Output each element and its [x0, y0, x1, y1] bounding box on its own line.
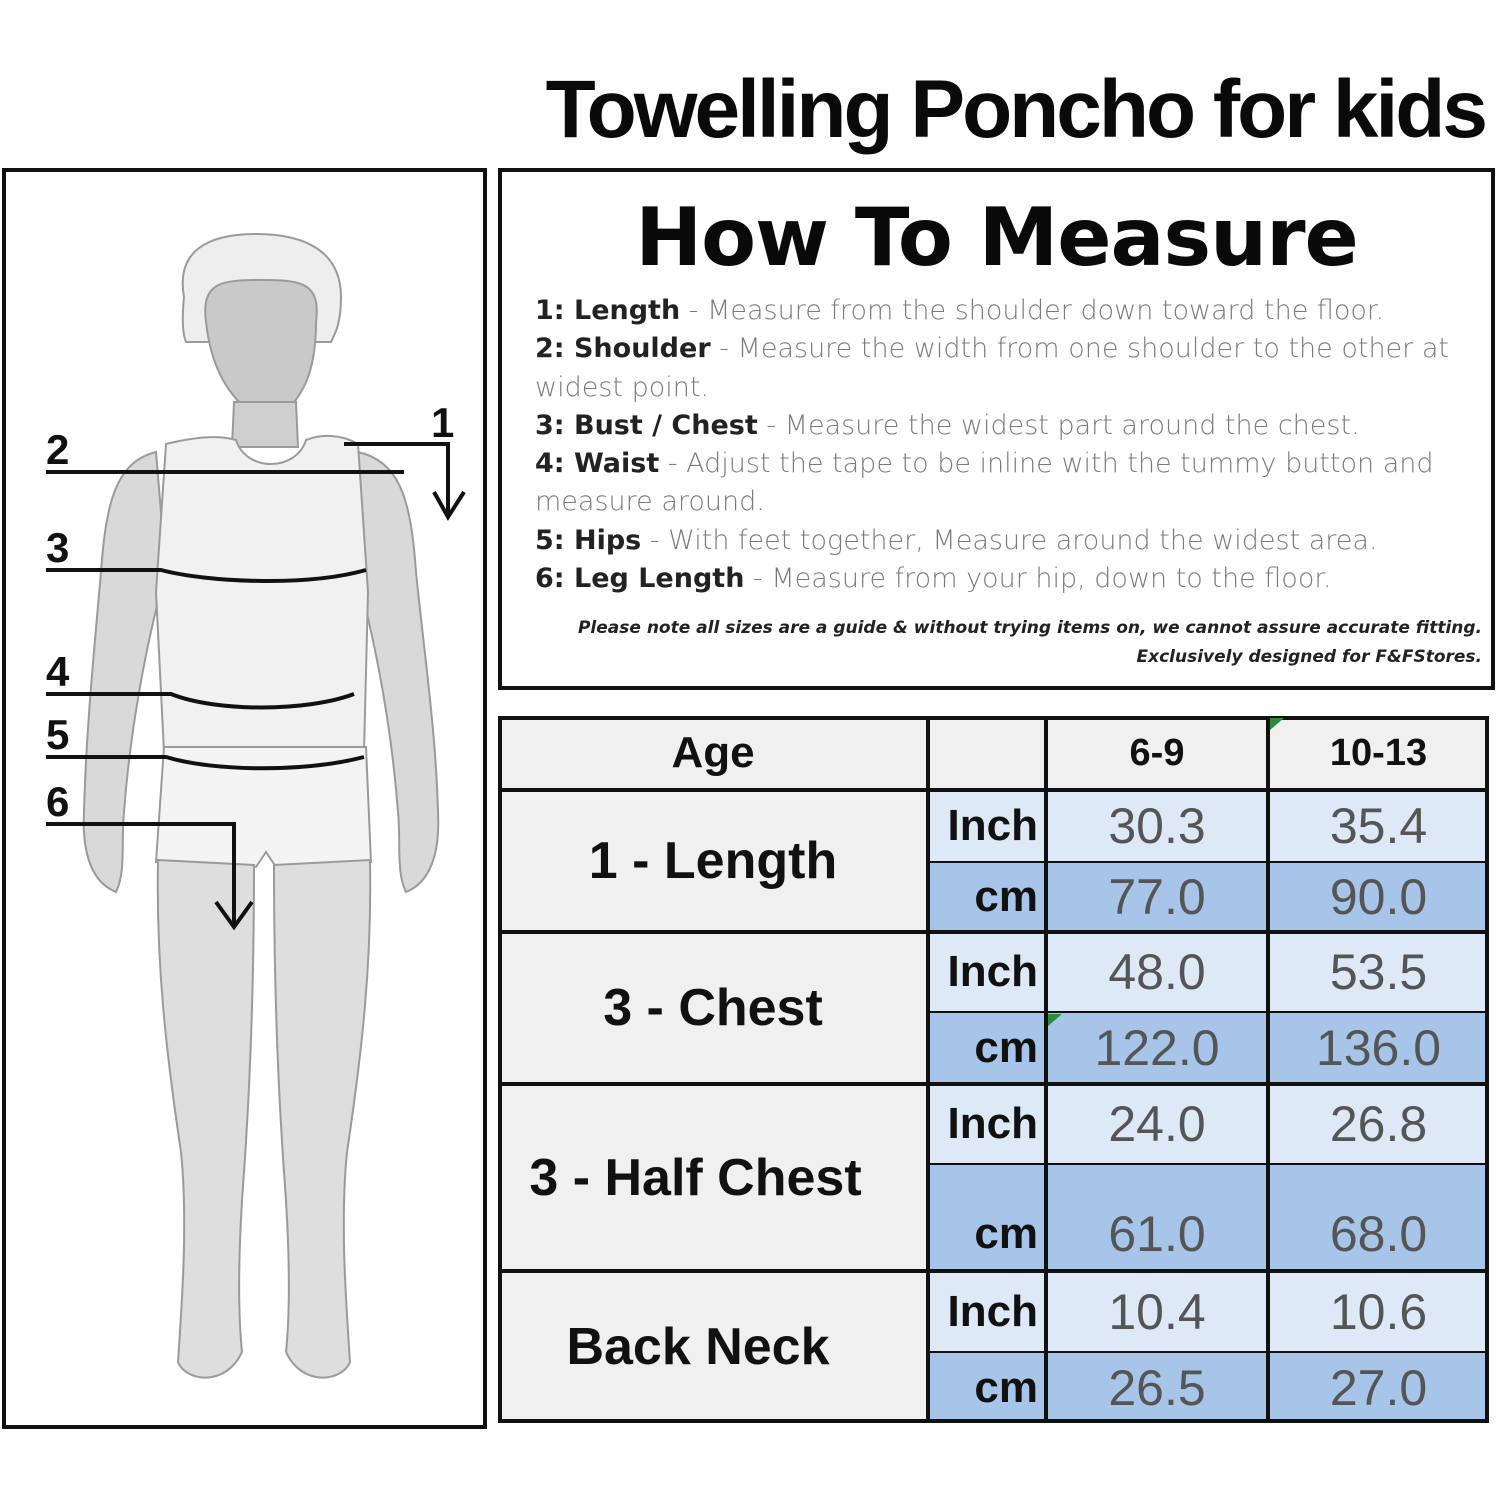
body-figure-panel: [2, 168, 487, 1429]
instruction-leg-length: 6: Leg Length - Measure from your hip, down to the floor.: [535, 563, 1332, 595]
instruction-length: 1: Length - Measure from the shoulder down toward the floor.: [535, 295, 1385, 326]
age-header: Age: [671, 728, 755, 777]
back-neck-cm-6-9: 26.5: [1108, 1359, 1206, 1416]
size-table: [498, 716, 1489, 1423]
instruction-shoulder: 2: Shoulder - Measure the width from one shoulder to the other at widest point.: [535, 333, 1449, 403]
label-2: 2: [46, 426, 70, 473]
note-line-2: Exclusively designed for F&FStores.: [1136, 647, 1482, 667]
unit-inch: Inch: [947, 1286, 1038, 1336]
label-3: 3: [46, 524, 70, 571]
half-chest-cm-6-9: 61.0: [1108, 1205, 1206, 1262]
row-label-length: 1 - Length: [588, 832, 838, 890]
unit-inch: Inch: [947, 1099, 1038, 1148]
half-chest-inch-6-9: 24.0: [1108, 1096, 1206, 1152]
instruction-chest: 3: Bust / Chest - Measure the widest part around the chest.: [535, 409, 1360, 441]
unit-inch: Inch: [947, 801, 1038, 850]
measure-instructions: [535, 292, 1475, 598]
child-body-illustration: [6, 172, 483, 1425]
unit-cm: cm: [974, 1362, 1038, 1412]
chest-inch-6-9: 48.0: [1108, 944, 1206, 1000]
size-header-6-9: 6-9: [1129, 731, 1185, 774]
unit-cm: cm: [974, 1023, 1038, 1072]
length-cm-10-13: 90.0: [1329, 869, 1428, 925]
chest-inch-10-13: 53.5: [1329, 944, 1428, 1000]
row-label-half-chest: 3 - Half Chest: [529, 1148, 862, 1207]
length-inch-6-9: 30.3: [1108, 798, 1206, 854]
length-inch-10-13: 35.4: [1329, 798, 1428, 854]
instruction-hips: 5: Hips - With feet together, Measure around the widest area.: [535, 524, 1378, 556]
half-chest-cm-10-13: 68.0: [1329, 1205, 1428, 1262]
unit-inch: Inch: [947, 947, 1038, 996]
back-neck-inch-10-13: 10.6: [1329, 1283, 1428, 1340]
size-header-10-13: 10-13: [1329, 731, 1428, 774]
label-6: 6: [46, 778, 70, 825]
unit-cm: cm: [974, 872, 1038, 921]
back-neck-cm-10-13: 27.0: [1329, 1359, 1428, 1416]
half-chest-inch-10-13: 26.8: [1329, 1096, 1428, 1152]
note-line-1: Please note all sizes are a guide & without trying items on, we cannot assure accurate fitting.: [577, 618, 1482, 638]
row-label-chest: 3 - Chest: [603, 979, 823, 1037]
chest-cm-6-9: 122.0: [1094, 1020, 1220, 1076]
page-title: Towelling Poncho for kids: [545, 64, 1485, 155]
row-label-back-neck: Back Neck: [566, 1318, 830, 1376]
back-neck-inch-6-9: 10.4: [1108, 1283, 1206, 1340]
instruction-waist: 4: Waist - Adjust the tape to be inline with the tummy button and measure around.: [535, 448, 1434, 518]
label-1: 1: [431, 399, 455, 446]
label-5: 5: [46, 711, 70, 758]
unit-cm: cm: [974, 1208, 1038, 1258]
length-cm-6-9: 77.0: [1108, 869, 1206, 925]
how-to-measure-heading: How To Measure: [635, 191, 1358, 284]
how-to-measure-panel: [498, 168, 1495, 690]
chest-cm-10-13: 136.0: [1315, 1020, 1442, 1076]
disclaimer-note: [578, 614, 1482, 672]
label-4: 4: [46, 648, 70, 695]
